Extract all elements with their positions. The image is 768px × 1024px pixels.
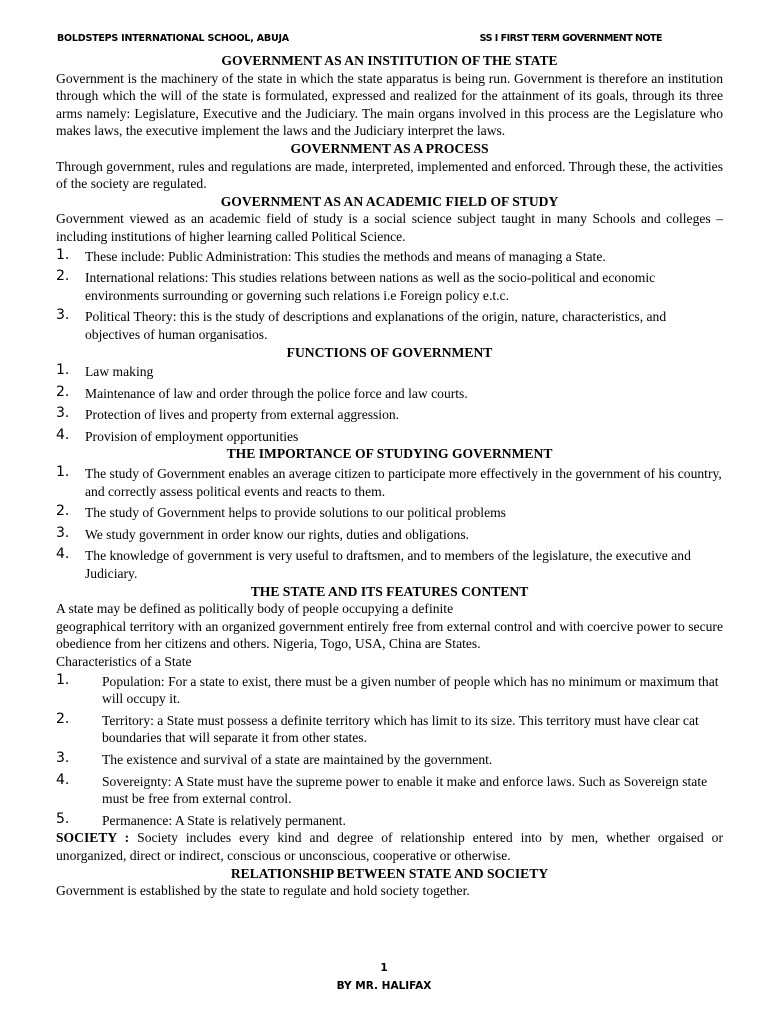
list-number: 1. (56, 671, 70, 688)
society-label: SOCIETY : (56, 830, 130, 846)
list-item-text: Permanence: A State is relatively permanent. (102, 812, 346, 828)
list-number: 5. (56, 810, 70, 827)
list-item (56, 773, 723, 808)
section-heading: FUNCTIONS OF GOVERNMENT (286, 344, 493, 360)
list-number: 3. (56, 405, 70, 422)
paragraph: Through government, rules and regulations are made, interpreted, implemented and enforced. Through these, the activities of the society are regulated. (56, 158, 723, 192)
section-heading: THE STATE AND ITS FEATURES CONTENT (250, 583, 529, 599)
list-item-text: International relations: This studies relations between nations as well as the socio-political and economic environments surrounding or governing such relations i.e Foreign policy e.t.c. (85, 270, 656, 303)
list-item (56, 269, 723, 304)
list-number: 2. (56, 503, 70, 520)
list-number: 3. (56, 524, 70, 541)
list-number: 2. (56, 710, 70, 727)
list-item (56, 465, 723, 500)
list-item-text: These include: Public Administration: This studies the methods and means of managing a State. (85, 248, 606, 264)
list-number: 2. (56, 268, 70, 285)
list-item-text: The existence and survival of a state are maintained by the government. (102, 751, 493, 767)
list-item (56, 547, 723, 582)
list-item-text: We study government in order know our rights, duties and obligations. (85, 526, 470, 542)
list-item-text: The study of Government enables an average citizen to participate more effectively in the government of his country, and correctly assess political events and reacts to them. (85, 466, 722, 499)
numbered-list (56, 465, 723, 583)
list-number: 4. (56, 546, 70, 563)
list-item-text: Political Theory: this is the study of descriptions and explanations of the origin, nature, characteristics, and objectives of human organisatios. (85, 309, 667, 342)
list-item-text: The study of Government helps to provide solutions to our political problems (85, 505, 506, 521)
list-item (56, 248, 723, 266)
section-heading: GOVERNMENT AS A PROCESS (290, 140, 489, 156)
list-item (56, 751, 723, 769)
numbered-list (56, 673, 723, 830)
list-number: 3. (56, 749, 70, 766)
list-item (56, 385, 723, 403)
section-heading: THE IMPORTANCE OF STUDYING GOVERNMENT (226, 446, 553, 462)
list-item-text: The knowledge of government is very useful to draftsmen, and to members of the legislature, the executive and Judiciary. (85, 548, 691, 582)
list-item-text: Sovereignty: A State must have the supreme power to enable it make and enforce laws. Such as Sovereign state must be free from external control. (102, 773, 708, 807)
school-name: BOLDSTEPS INTERNATIONAL SCHOOL, ABUJA (57, 33, 289, 44)
list-item (56, 308, 723, 343)
list-item (56, 363, 723, 381)
note-title: SS I FIRST TERM GOVERNMENT NOTE (479, 33, 662, 44)
list-item-text: Maintenance of law and order through the police force and law courts. (85, 385, 468, 401)
list-item-text: Population: For a state to exist, there must be a given number of people which has no minimum or maximum that will occupy it. (102, 673, 719, 707)
list-item-text: Law making (85, 364, 154, 380)
list-item (56, 526, 723, 544)
list-item (56, 428, 723, 446)
list-number: 1. (56, 246, 70, 263)
list-item (56, 712, 723, 747)
section-heading: RELATIONSHIP BETWEEN STATE AND SOCIETY (230, 865, 549, 881)
list-item-text: Protection of lives and property from external aggression. (85, 407, 400, 423)
paragraph: Government is the machinery of the state in which the state apparatus is being run. Government is therefore an institution through which the will of the state is formulated, expressed and realized for the attainment of its goals, through its three arms namely: Legislature, Executive and the Judiciary. The main organs involved in this process are the Legislature who makes laws, the executive implement the laws and the Judiciary interpret the laws. (56, 70, 723, 139)
list-number: 1. (56, 464, 70, 481)
list-item (56, 812, 723, 830)
list-number: 2. (56, 383, 70, 400)
paragraph: A state may be defined as politically body of people occupying a definite (56, 601, 454, 617)
numbered-list (56, 248, 723, 344)
list-number: 4. (56, 771, 70, 788)
society-text: Society includes every kind and degree of relationship entered into by men, whether orgaised or unorganized, direct or indirect, conscious or unconscious, cooperative or otherwise. (56, 830, 723, 863)
list-number: 1. (56, 362, 70, 379)
page-number: 1 (380, 962, 388, 974)
society-paragraph (56, 829, 723, 864)
document-body (56, 52, 723, 900)
section-heading: GOVERNMENT AS AN ACADEMIC FIELD OF STUDY (220, 193, 559, 209)
list-item-text: Provision of employment opportunities (85, 428, 299, 444)
page-header (57, 33, 662, 47)
section-heading: GOVERNMENT AS AN INSTITUTION OF THE STATE (221, 53, 558, 68)
paragraph: Government is established by the state to regulate and hold society together. (56, 883, 470, 899)
paragraph: Government viewed as an academic field of study is a social science subject taught in many Schools and colleges – including institutions of higher learning called Political Science. (56, 211, 723, 244)
list-item (56, 504, 723, 522)
list-item (56, 406, 723, 424)
subheading: Characteristics of a State (56, 654, 192, 669)
author-credit: BY MR. HALIFAX (336, 980, 432, 992)
list-number: 3. (56, 307, 70, 324)
list-item-text: Territory: a State must possess a definite territory which has limit to its size. This territory must have clear cat boundaries that will separate it from other states. (102, 712, 699, 746)
list-number: 4. (56, 426, 70, 443)
list-item (56, 673, 723, 708)
numbered-list (56, 363, 723, 445)
paragraph: geographical territory with an organized government entirely free from external control and with coercive power to secure obedience from her citizens and others. Nigeria, Togo, USA, China are States. (56, 618, 723, 652)
